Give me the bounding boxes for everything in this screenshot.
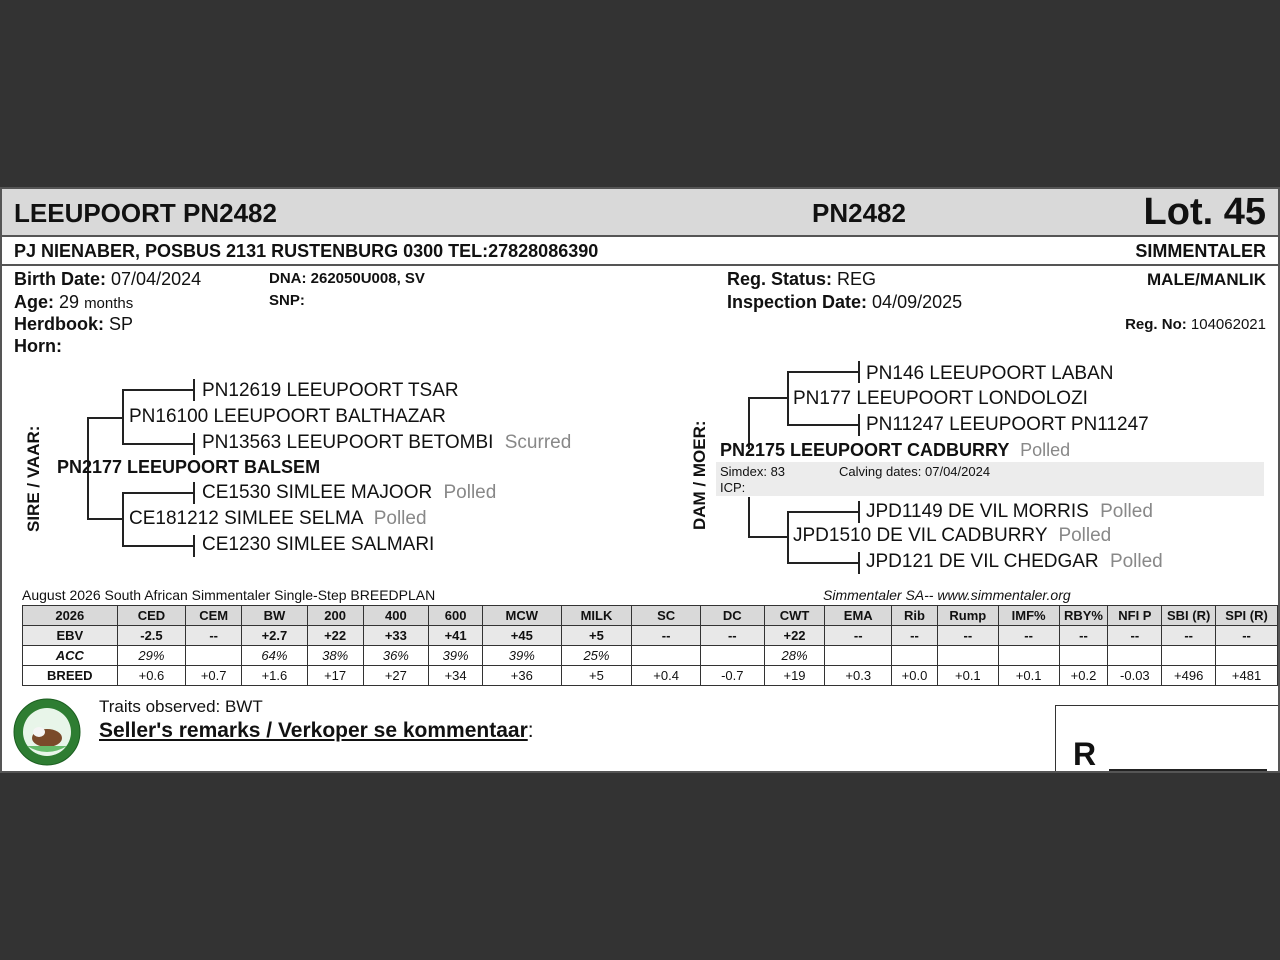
- simmentaler-logo: [13, 698, 81, 766]
- column-header: Rib: [892, 606, 938, 626]
- sire-dam: [129, 508, 427, 530]
- table-cell: [1108, 646, 1162, 666]
- dam-sire: PN177 LEEUPOORT LONDOLOZI: [793, 388, 1088, 409]
- dam-connector: [858, 361, 860, 383]
- table-cell: -2.5: [117, 626, 186, 646]
- birth-date: [14, 269, 201, 290]
- table-cell: +36: [482, 666, 561, 686]
- table-cell: +0.7: [186, 666, 242, 686]
- dna-label: DNA: 262050U008, SV: [269, 270, 425, 287]
- table-cell: +34: [429, 666, 483, 686]
- owner-address: PJ NIENABER, POSBUS 2131 RUSTENBURG 0300 TEL:27828086390: [14, 241, 599, 261]
- sire-connector: [122, 492, 124, 547]
- table-cell: +22: [307, 626, 363, 646]
- dam-name: PN2175 LEEUPOORT CADBURRY: [720, 440, 1010, 460]
- table-cell: --: [892, 626, 938, 646]
- column-header: Rump: [937, 606, 998, 626]
- reserve-line[interactable]: [1109, 769, 1267, 771]
- dam-connector: [787, 511, 859, 513]
- table-cell: +33: [363, 626, 429, 646]
- birth-date-label: Birth Date:: [14, 269, 107, 289]
- column-header: MCW: [482, 606, 561, 626]
- sire-sire: PN16100 LEEUPOORT BALTHAZAR: [129, 406, 446, 427]
- dam-dam-dam-name: JPD121 DE VIL CHEDGAR: [866, 551, 1099, 572]
- table-cell: +22: [764, 626, 825, 646]
- table-cell: [186, 646, 242, 666]
- dam-dam-note: Polled: [1058, 525, 1112, 546]
- age-value: 29: [59, 292, 80, 312]
- column-header: CED: [117, 606, 186, 626]
- column-header: SC: [632, 606, 701, 626]
- column-header: 200: [307, 606, 363, 626]
- table-cell: [825, 646, 892, 666]
- table-cell: --: [1162, 626, 1216, 646]
- inspection-label: Inspection Date:: [727, 292, 868, 312]
- column-header: NFI P: [1108, 606, 1162, 626]
- dam-connector: [748, 397, 788, 399]
- dam-note: Polled: [1020, 440, 1071, 460]
- dam-connector: [858, 501, 860, 523]
- column-header: 400: [363, 606, 429, 626]
- inspection-date: [727, 292, 962, 313]
- dam-sire-dam: PN11247 LEEUPOORT PN11247: [866, 414, 1149, 435]
- table-cell: [892, 646, 938, 666]
- table-cell: +0.3: [825, 666, 892, 686]
- sire-sire-dam-name: PN13563 LEEUPOORT BETOMBI: [202, 432, 494, 453]
- table-cell: +0.2: [1059, 666, 1108, 686]
- breedplan-source: Simmentaler SA-- www.simmentaler.org: [823, 587, 1071, 603]
- header-band: [2, 189, 1278, 237]
- table-cell: +5: [561, 626, 632, 646]
- age: [14, 292, 133, 313]
- column-header: CEM: [186, 606, 242, 626]
- table-cell: +17: [307, 666, 363, 686]
- table-cell: +41: [429, 626, 483, 646]
- owner-band: [2, 237, 1278, 266]
- sire-dam-dam: CE1230 SIMLEE SALMARI: [202, 534, 435, 555]
- dam-simdex: Simdex: 83: [720, 464, 786, 479]
- dam-side-label: DAM / MOER:: [690, 420, 709, 530]
- sire-connector: [193, 379, 195, 401]
- table-cell: 64%: [242, 646, 308, 666]
- table-cell: +0.6: [117, 666, 186, 686]
- table-cell: --: [1216, 626, 1278, 646]
- table-cell: 28%: [764, 646, 825, 666]
- dam-connector: [787, 371, 789, 426]
- reg-status-value: REG: [837, 269, 877, 289]
- table-cell: [1216, 646, 1278, 666]
- table-cell: +0.4: [632, 666, 701, 686]
- dam-connector: [858, 552, 860, 574]
- table-cell: 29%: [117, 646, 186, 666]
- column-header: CWT: [764, 606, 825, 626]
- sire-dam-note: Polled: [373, 508, 427, 529]
- sire-connector: [122, 389, 124, 444]
- table-cell: BREED: [23, 666, 118, 686]
- column-header: DC: [700, 606, 764, 626]
- table-cell: +27: [363, 666, 429, 686]
- dam-name-line: [720, 440, 1070, 461]
- table-cell: 39%: [429, 646, 483, 666]
- sire-connector: [193, 433, 195, 455]
- table-cell: 38%: [307, 646, 363, 666]
- header-row: [23, 606, 1278, 626]
- sire-dam-sire-name: CE1530 SIMLEE MAJOOR: [202, 482, 433, 503]
- animal-id: PN2482: [812, 198, 906, 228]
- sellers-remarks: [99, 719, 534, 743]
- sellers-remarks-label: Seller's remarks / Verkoper se kommentaar: [99, 719, 528, 742]
- table-cell: +481: [1216, 666, 1278, 686]
- ebv-row: [23, 626, 1278, 646]
- dam-connector: [787, 562, 859, 564]
- table-cell: --: [186, 626, 242, 646]
- table-cell: +45: [482, 626, 561, 646]
- table-cell: EBV: [23, 626, 118, 646]
- breedplan-title: August 2026 South African Simmentaler Single-Step BREEDPLAN: [22, 587, 436, 603]
- ebv-table: [22, 605, 1278, 686]
- sire-dam-name: CE181212 SIMLEE SELMA: [129, 508, 363, 529]
- table-cell: +1.6: [242, 666, 308, 686]
- reg-no-label: Reg. No:: [1125, 316, 1187, 333]
- sire-connector: [122, 492, 194, 494]
- traits-observed: Traits observed: BWT: [99, 697, 263, 716]
- dam-connector: [748, 497, 750, 537]
- table-cell: [998, 646, 1059, 666]
- table-cell: 36%: [363, 646, 429, 666]
- column-header: EMA: [825, 606, 892, 626]
- table-cell: +0.1: [998, 666, 1059, 686]
- dam-dam: [793, 525, 1111, 547]
- table-cell: [1059, 646, 1108, 666]
- table-cell: -0.7: [700, 666, 764, 686]
- table-cell: ACC: [23, 646, 118, 666]
- table-cell: +0.1: [937, 666, 998, 686]
- table-cell: -0.03: [1108, 666, 1162, 686]
- sire-side-label: SIRE / VAAR:: [24, 425, 43, 532]
- breed-name: SIMMENTALER: [1135, 241, 1266, 261]
- reg-status: [727, 269, 876, 290]
- table-cell: [1162, 646, 1216, 666]
- herdbook-label: Herdbook:: [14, 314, 104, 334]
- table-cell: +0.0: [892, 666, 938, 686]
- table-cell: [700, 646, 764, 666]
- column-header: SPI (R): [1216, 606, 1278, 626]
- sire-dam-sire: [202, 482, 496, 504]
- sire-connector: [122, 443, 194, 445]
- sire-name: PN2177 LEEUPOORT BALSEM: [57, 457, 321, 477]
- table-cell: --: [700, 626, 764, 646]
- dam-dam-sire-note: Polled: [1100, 501, 1153, 522]
- table-cell: +19: [764, 666, 825, 686]
- dam-connector: [787, 371, 859, 373]
- lot-number: Lot. 45: [1143, 191, 1266, 233]
- sire-sire-dam: [202, 432, 571, 454]
- dam-sire-sire: PN146 LEEUPOORT LABAN: [866, 363, 1114, 384]
- sire-connector: [87, 417, 123, 419]
- table-cell: [937, 646, 998, 666]
- table-cell: +5: [561, 666, 632, 686]
- table-cell: +2.7: [242, 626, 308, 646]
- sire-sire-sire: PN12619 LEEUPOORT TSAR: [202, 380, 459, 401]
- table-cell: [632, 646, 701, 666]
- dam-connector: [787, 511, 789, 564]
- column-header: MILK: [561, 606, 632, 626]
- dam-dam-dam: [866, 551, 1163, 573]
- table-cell: --: [632, 626, 701, 646]
- herdbook-value: SP: [109, 314, 134, 334]
- dam-calving-dates: Calving dates: 07/04/2024: [839, 464, 991, 479]
- sex-label: MALE/MANLIK: [1147, 270, 1266, 289]
- reserve-label: R: [1073, 736, 1097, 772]
- acc-row: [23, 646, 1278, 666]
- horn-label: Horn:: [14, 336, 62, 356]
- birth-date-value: 07/04/2024: [111, 269, 202, 289]
- animal-card: [0, 187, 1280, 773]
- table-cell: 25%: [561, 646, 632, 666]
- dam-connector: [787, 424, 859, 426]
- table-cell: --: [1059, 626, 1108, 646]
- sire-connector: [87, 518, 123, 520]
- dam-connector: [858, 414, 860, 436]
- table-cell: +496: [1162, 666, 1216, 686]
- column-header: 2026: [23, 606, 118, 626]
- column-header: SBI (R): [1162, 606, 1216, 626]
- dam-dam-dam-note: Polled: [1109, 551, 1163, 572]
- dam-connector: [748, 536, 788, 538]
- dam-icp: ICP:: [720, 480, 746, 495]
- reg-number: [1125, 316, 1266, 333]
- reg-status-label: Reg. Status:: [727, 269, 833, 289]
- snp-label: SNP:: [269, 292, 305, 309]
- age-unit: months: [84, 295, 134, 312]
- sire-connector: [193, 535, 195, 557]
- age-label: Age:: [14, 292, 54, 312]
- table-cell: --: [998, 626, 1059, 646]
- table-cell: --: [1108, 626, 1162, 646]
- sire-dam-sire-note: Polled: [443, 482, 497, 503]
- table-cell: --: [825, 626, 892, 646]
- breed-row: [23, 666, 1278, 686]
- sellers-remarks-colon: :: [527, 719, 534, 742]
- table-cell: --: [937, 626, 998, 646]
- sire-connector: [122, 545, 194, 547]
- column-header: 600: [429, 606, 483, 626]
- inspection-value: 04/09/2025: [872, 292, 963, 312]
- sire-connector: [193, 482, 195, 504]
- column-header: RBY%: [1059, 606, 1108, 626]
- reg-no-value: 104062021: [1190, 316, 1266, 333]
- sire-connector: [122, 389, 194, 391]
- dam-dam-sire: [866, 501, 1153, 523]
- sire-sire-dam-note: Scurred: [504, 432, 572, 453]
- dam-dam-sire-name: JPD1149 DE VIL MORRIS: [866, 501, 1089, 522]
- column-header: BW: [242, 606, 308, 626]
- table-cell: 39%: [482, 646, 561, 666]
- animal-name: LEEUPOORT PN2482: [14, 198, 277, 228]
- column-header: IMF%: [998, 606, 1059, 626]
- dam-dam-name: JPD1510 DE VIL CADBURRY: [793, 525, 1048, 546]
- herdbook: [14, 314, 133, 335]
